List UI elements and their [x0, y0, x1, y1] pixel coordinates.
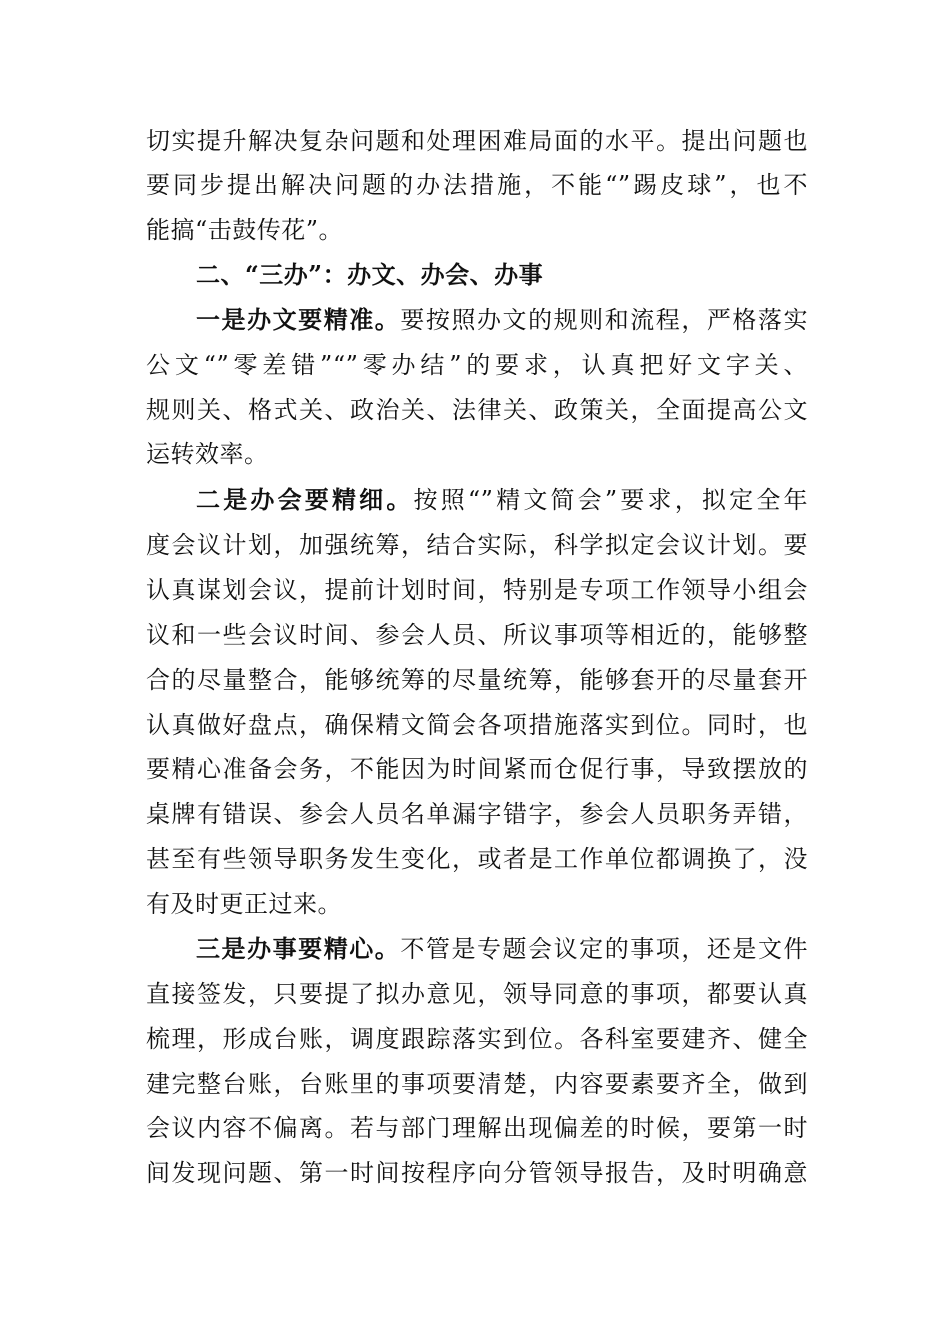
line-text: 公文“”零差错”“”零办结”的要求，认真把好文字关、: [146, 351, 808, 379]
lead-phrase: 三是办事要精心。: [196, 934, 401, 963]
text-line: [146, 749, 808, 789]
text-line: [146, 210, 808, 250]
text-line: [146, 570, 808, 610]
line-text: 合的尽量整合，能够统筹的尽量统筹，能够套开的尽量套开: [146, 666, 808, 694]
text-line: [196, 300, 808, 340]
text-line: [146, 165, 808, 205]
line-text: 切实提升解决复杂问题和处理困难局面的水平。提出问题也: [146, 127, 808, 155]
text-line: [146, 839, 808, 879]
line-text: 直接签发，只要提了拟办意见，领导同意的事项，都要认真: [146, 980, 808, 1008]
line-text: 运转效率。: [146, 440, 269, 468]
line-text: 会议内容不偏离。若与部门理解出现偏差的时候，要第一时: [146, 1114, 808, 1142]
line-text: 议和一些会议时间、参会人员、所议事项等相近的，能够整: [146, 621, 808, 649]
text-line: [146, 660, 808, 700]
heading-text: 二、“三办”：办文、办会、办事: [196, 260, 544, 289]
text-line: [146, 121, 808, 161]
text-line: [146, 615, 808, 655]
text-line: [146, 974, 808, 1014]
text-line: [146, 434, 808, 474]
lead-phrase: 一是办文要精准。: [196, 305, 401, 334]
text-line: [146, 1064, 808, 1104]
text-line: [146, 345, 808, 385]
line-text: 间发现问题、第一时间按程序向分管领导报告，及时明确意: [146, 1159, 808, 1187]
line-text: 度会议计划，加强统筹，结合实际，科学拟定会议计划。要: [146, 531, 808, 559]
line-text: 不管是专题会议定的事项，还是文件: [400, 935, 809, 963]
line-text: 桌牌有错误、参会人员名单漏字错字，参会人员职务弄错，: [146, 800, 808, 828]
text-line: [146, 705, 808, 745]
lead-phrase: 二是办会要精细。: [196, 485, 414, 514]
line-text: 要精心准备会务，不能因为时间紧而仓促行事，导致摆放的: [146, 755, 808, 783]
text-line: [146, 1108, 808, 1148]
text-line: [146, 884, 808, 924]
text-line: [146, 794, 808, 834]
text-line: [196, 929, 808, 969]
text-line: [146, 1019, 808, 1059]
line-text: 认真谋划会议，提前计划时间，特别是专项工作领导小组会: [146, 576, 808, 604]
line-text: 按照“”精文简会”要求，拟定全年: [413, 486, 809, 514]
line-text: 甚至有些领导职务发生变化，或者是工作单位都调换了，没: [146, 845, 808, 873]
line-text: 能搞“击鼓传花”。: [146, 216, 344, 244]
text-line: [146, 390, 808, 430]
text-line: [146, 1153, 808, 1193]
text-line: [146, 525, 808, 565]
text-line: [196, 480, 808, 520]
line-text: 梳理，形成台账，调度跟踪落实到位。各科室要建齐、健全: [146, 1025, 808, 1053]
line-text: 要同步提出解决问题的办法措施，不能“”踢皮球”，也不: [146, 171, 808, 199]
section-heading: [196, 255, 808, 295]
line-text: 建完整台账，台账里的事项要清楚，内容要素要齐全，做到: [146, 1070, 808, 1098]
line-text: 认真做好盘点，确保精文简会各项措施落实到位。同时，也: [146, 711, 808, 739]
line-text: 要按照办文的规则和流程，严格落实: [400, 306, 809, 334]
line-text: 有及时更正过来。: [146, 890, 342, 918]
line-text: 规则关、格式关、政治关、法律关、政策关，全面提高公文: [146, 396, 808, 424]
